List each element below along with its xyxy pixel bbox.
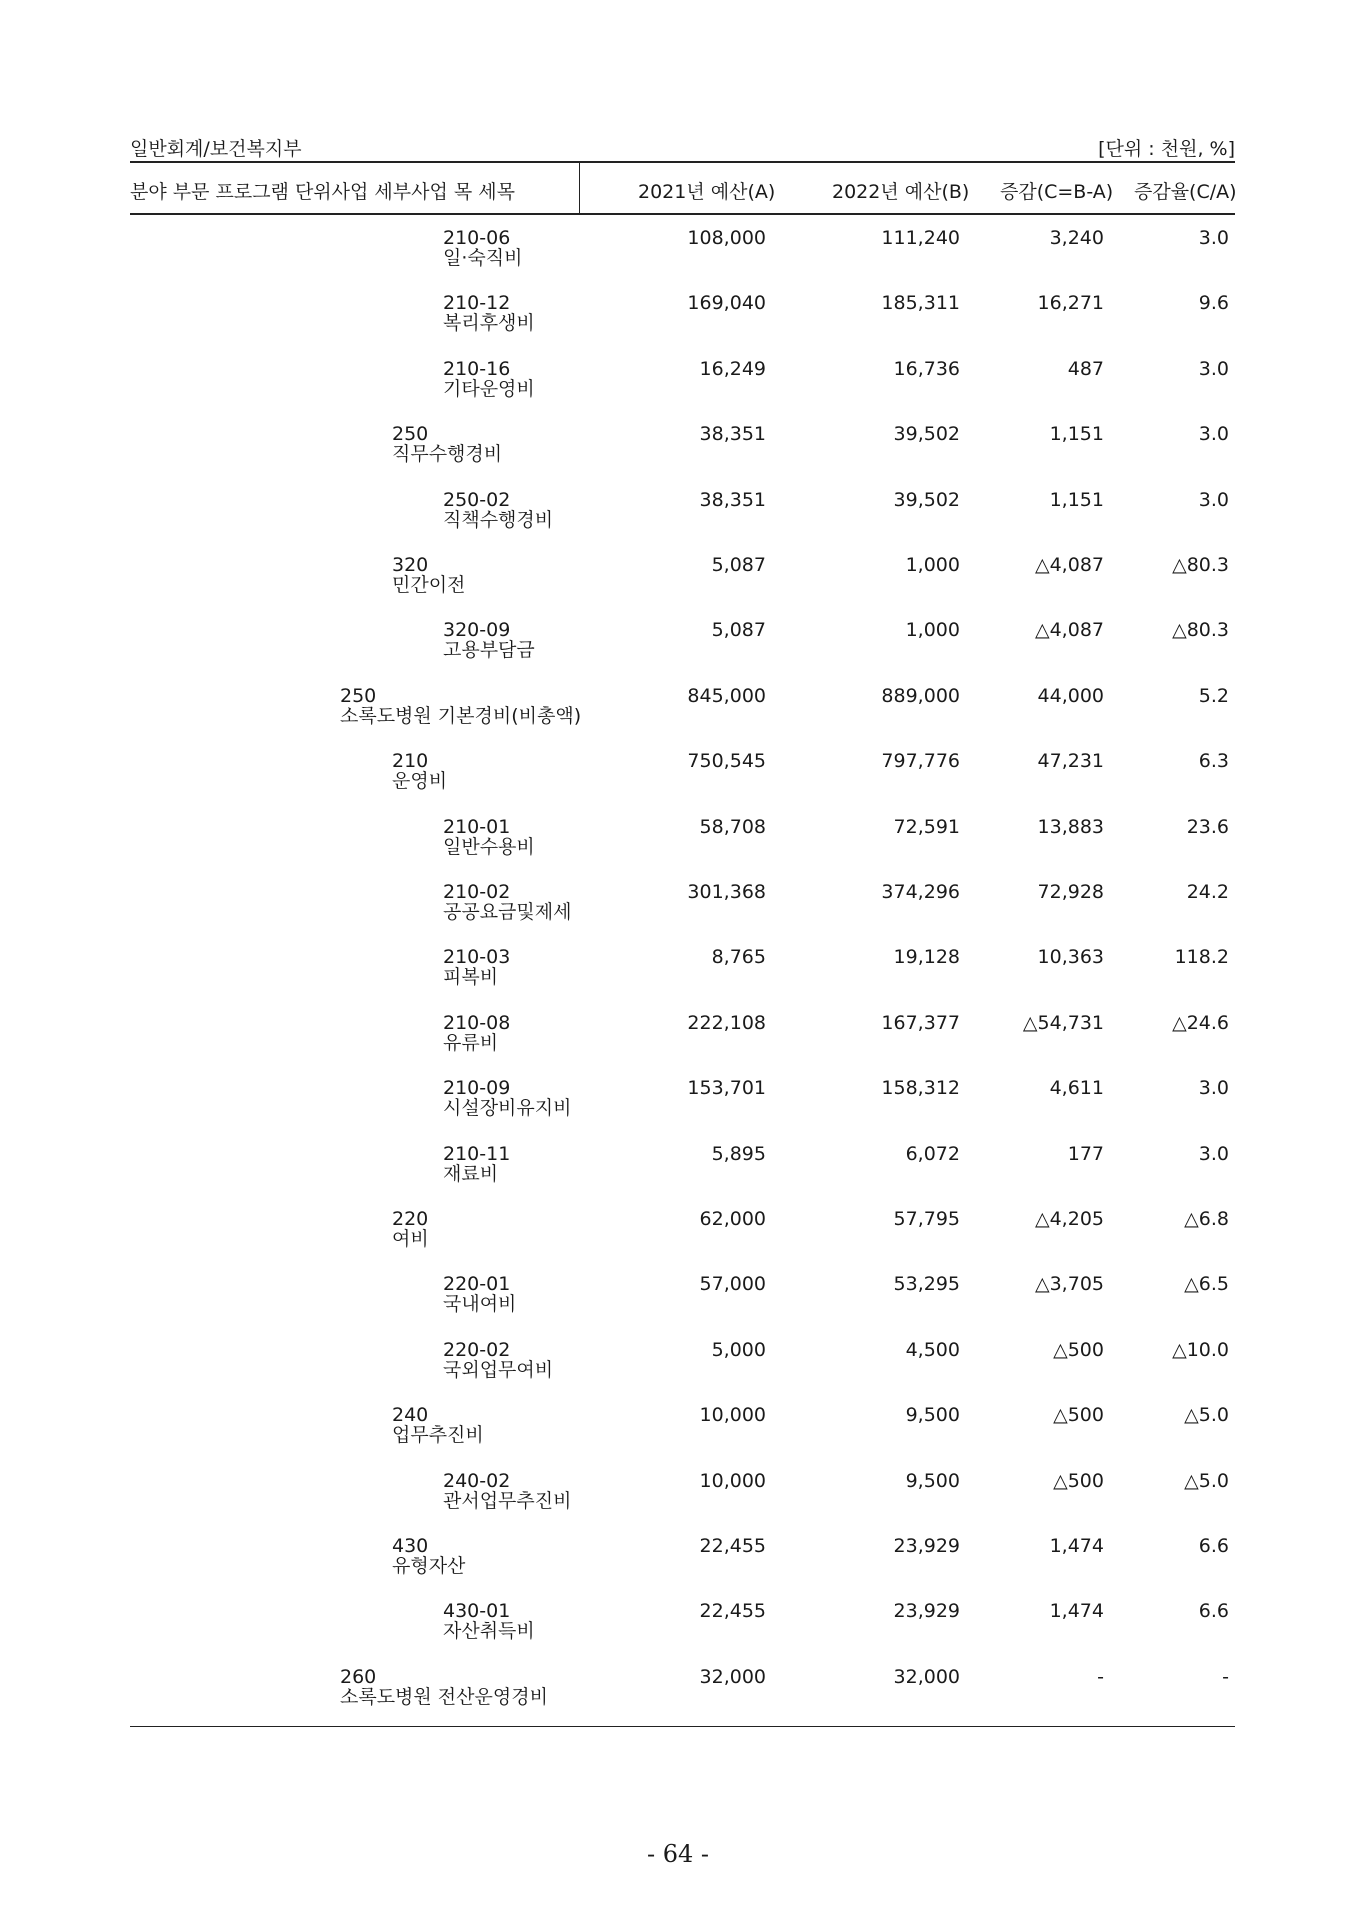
rate-cell: 118.2: [1174, 946, 1229, 969]
row-code: 240-02: [443, 1469, 511, 1492]
row-name: 피복비: [443, 966, 499, 989]
table-row: [0, 1535, 1356, 1599]
budget-2022-cell: 4,500: [905, 1338, 960, 1361]
row-name: 자산취득비: [443, 1620, 535, 1643]
header-rule: [130, 213, 1235, 215]
rate-cell: 3.0: [1198, 488, 1229, 511]
budget-2022-cell: 57,795: [893, 1208, 960, 1230]
rate-cell: -: [1222, 1665, 1229, 1688]
col-header-budget2021: 2021년 예산(A): [638, 181, 776, 203]
table-row: [0, 1404, 1356, 1468]
budget-2022-cell: 111,240: [881, 227, 960, 249]
rate-cell: 6.6: [1198, 1535, 1229, 1557]
rate-cell: 3.0: [1198, 423, 1229, 446]
table-row: [0, 1012, 1356, 1076]
change-cell: △500: [1053, 1404, 1104, 1427]
table-row: [0, 489, 1356, 553]
row-name: 업무추진비: [392, 1424, 484, 1447]
budget-2022-cell: 53,295: [893, 1273, 960, 1296]
row-name: 직무수행경비: [392, 443, 503, 466]
budget-2022-cell: 374,296: [881, 881, 960, 903]
budget-2021-cell: 38,351: [699, 423, 766, 446]
row-code: 210-03: [443, 946, 511, 969]
table-row: [0, 1143, 1356, 1207]
change-cell: △4,205: [1034, 1208, 1104, 1230]
budget-2021-cell: 169,040: [687, 292, 766, 315]
budget-2021-cell: 8,765: [711, 946, 766, 969]
row-name: 민간이전: [392, 574, 466, 596]
table-row: [0, 685, 1356, 749]
change-cell: △3,705: [1034, 1273, 1104, 1296]
rate-cell: 24.2: [1186, 881, 1229, 903]
budget-2021-cell: 22,455: [699, 1535, 766, 1557]
table-row: [0, 554, 1356, 618]
table-row: [0, 358, 1356, 422]
row-code: 250: [340, 684, 377, 707]
row-code: 240: [392, 1404, 429, 1427]
table-row: [0, 227, 1356, 291]
budget-2021-cell: 5,087: [711, 619, 766, 642]
budget-2021-cell: 22,455: [699, 1600, 766, 1623]
table-row: [0, 1339, 1356, 1403]
table-row: [0, 1208, 1356, 1272]
budget-2022-cell: 23,929: [893, 1535, 960, 1557]
row-code: 220-02: [443, 1338, 511, 1361]
budget-2021-cell: 750,545: [687, 750, 766, 773]
change-cell: 47,231: [1037, 750, 1104, 773]
budget-2022-cell: 39,502: [893, 423, 960, 446]
row-name: 일반수용비: [443, 835, 535, 858]
budget-2021-cell: 5,087: [711, 554, 766, 576]
unit-label: [단위 : 천원, %]: [1098, 138, 1235, 160]
rate-cell: 3.0: [1198, 227, 1229, 249]
table-row: [0, 1600, 1356, 1664]
row-name: 유류비: [443, 1031, 499, 1054]
budget-2022-cell: 16,736: [893, 357, 960, 380]
budget-2021-cell: 301,368: [687, 881, 766, 903]
table-row: [0, 946, 1356, 1010]
row-code: 210-08: [443, 1011, 511, 1034]
change-cell: △4,087: [1034, 619, 1104, 642]
row-name: 국외업무여비: [443, 1358, 554, 1381]
row-code: 320: [392, 554, 429, 576]
row-name: 일·숙직비: [443, 247, 523, 269]
table-row: [0, 1470, 1356, 1534]
rate-cell: △5.0: [1184, 1469, 1229, 1492]
rate-cell: 5.2: [1198, 684, 1229, 707]
bottom-rule: [130, 1726, 1235, 1727]
change-cell: △4,087: [1034, 554, 1104, 576]
budget-2021-cell: 5,895: [711, 1142, 766, 1165]
change-cell: 3,240: [1049, 227, 1104, 249]
budget-2021-cell: 845,000: [687, 684, 766, 707]
row-name: 재료비: [443, 1162, 499, 1185]
budget-2022-cell: 32,000: [893, 1665, 960, 1688]
column-divider: [579, 162, 580, 214]
change-cell: 1,151: [1049, 488, 1104, 511]
rate-cell: 6.3: [1198, 750, 1229, 773]
budget-2022-cell: 889,000: [881, 684, 960, 707]
table-row: [0, 1666, 1356, 1730]
budget-2021-cell: 62,000: [699, 1208, 766, 1230]
row-name: 공공요금및제세: [443, 901, 572, 923]
change-cell: 72,928: [1037, 881, 1104, 903]
top-rule: [130, 161, 1235, 163]
rate-cell: △10.0: [1172, 1338, 1229, 1361]
row-name: 시설장비유지비: [443, 1097, 572, 1120]
budget-2022-cell: 185,311: [881, 292, 960, 315]
row-code: 210-11: [443, 1142, 511, 1165]
row-code: 210-12: [443, 292, 511, 315]
budget-2022-cell: 797,776: [881, 750, 960, 773]
budget-2022-cell: 72,591: [893, 815, 960, 838]
row-code: 220: [392, 1208, 429, 1230]
budget-2022-cell: 1,000: [905, 554, 960, 576]
row-code: 250: [392, 423, 429, 446]
rate-cell: △6.8: [1184, 1208, 1229, 1230]
row-code: 430: [392, 1535, 429, 1557]
change-cell: 487: [1067, 357, 1104, 380]
budget-2022-cell: 19,128: [893, 946, 960, 969]
budget-2022-cell: 6,072: [905, 1142, 960, 1165]
table-row: [0, 423, 1356, 487]
budget-2022-cell: 9,500: [905, 1469, 960, 1492]
change-cell: △54,731: [1022, 1011, 1104, 1034]
change-cell: 4,611: [1049, 1077, 1104, 1100]
rate-cell: 23.6: [1186, 815, 1229, 838]
budget-2021-cell: 222,108: [687, 1011, 766, 1034]
budget-2022-cell: 167,377: [881, 1011, 960, 1034]
change-cell: 1,474: [1049, 1600, 1104, 1623]
budget-2021-cell: 108,000: [687, 227, 766, 249]
change-cell: △500: [1053, 1469, 1104, 1492]
rate-cell: △24.6: [1172, 1011, 1229, 1034]
row-name: 고용부담금: [443, 639, 535, 662]
row-name: 유형자산: [392, 1555, 466, 1577]
row-name: 직책수행경비: [443, 508, 554, 531]
budget-2021-cell: 57,000: [699, 1273, 766, 1296]
table-row: [0, 1273, 1356, 1337]
row-name: 국내여비: [443, 1293, 517, 1316]
budget-2021-cell: 16,249: [699, 357, 766, 380]
change-cell: △500: [1053, 1338, 1104, 1361]
row-name: 소록도병원 전산운영경비: [340, 1685, 548, 1708]
account-label: 일반회계/보건복지부: [130, 138, 302, 160]
change-cell: 10,363: [1037, 946, 1104, 969]
row-code: 220-01: [443, 1273, 511, 1296]
rate-cell: 6.6: [1198, 1600, 1229, 1623]
change-cell: 177: [1067, 1142, 1104, 1165]
table-row: [0, 619, 1356, 683]
rate-cell: △80.3: [1172, 554, 1229, 576]
row-name: 기타운영비: [443, 377, 535, 400]
row-name: 운영비: [392, 770, 448, 793]
table-row: [0, 1077, 1356, 1141]
row-name: 관서업무추진비: [443, 1489, 572, 1512]
change-cell: 44,000: [1037, 684, 1104, 707]
row-code: 260: [340, 1665, 377, 1688]
rate-cell: 3.0: [1198, 1142, 1229, 1165]
row-code: 210-09: [443, 1077, 511, 1100]
budget-2022-cell: 23,929: [893, 1600, 960, 1623]
page-number: - 64 -: [646, 1840, 709, 1868]
rate-cell: △6.5: [1184, 1273, 1229, 1296]
row-code: 210-16: [443, 357, 511, 380]
rate-cell: 3.0: [1198, 357, 1229, 380]
change-cell: 1,474: [1049, 1535, 1104, 1557]
budget-2022-cell: 39,502: [893, 488, 960, 511]
table-caption: [130, 130, 1235, 158]
col-header-category: 분야 부문 프로그램 단위사업 세부사업 목 세목: [130, 181, 515, 203]
budget-2021-cell: 32,000: [699, 1665, 766, 1688]
budget-2022-cell: 9,500: [905, 1404, 960, 1427]
col-header-change: 증감(C=B-A): [1000, 181, 1114, 203]
budget-2021-cell: 5,000: [711, 1338, 766, 1361]
change-cell: 16,271: [1037, 292, 1104, 315]
row-name: 여비: [392, 1228, 429, 1250]
rate-cell: 3.0: [1198, 1077, 1229, 1100]
change-cell: 13,883: [1037, 815, 1104, 838]
row-code: 250-02: [443, 488, 511, 511]
rate-cell: △5.0: [1184, 1404, 1229, 1427]
budget-2021-cell: 10,000: [699, 1404, 766, 1427]
row-code: 210-02: [443, 881, 511, 903]
budget-2021-cell: 58,708: [699, 815, 766, 838]
row-code: 210-01: [443, 815, 511, 838]
row-code: 210-06: [443, 227, 511, 249]
table-row: [0, 750, 1356, 814]
table-row: [0, 292, 1356, 356]
budget-2022-cell: 158,312: [881, 1077, 960, 1100]
col-header-rate: 증감율(C/A): [1134, 181, 1237, 203]
row-name: 복리후생비: [443, 312, 535, 335]
rate-cell: 9.6: [1198, 292, 1229, 315]
table-row: [0, 816, 1356, 880]
row-code: 210: [392, 750, 429, 773]
budget-2021-cell: 153,701: [687, 1077, 766, 1100]
table-row: [0, 881, 1356, 945]
change-cell: 1,151: [1049, 423, 1104, 446]
col-header-budget2022: 2022년 예산(B): [832, 181, 970, 203]
row-code: 320-09: [443, 619, 511, 642]
budget-2021-cell: 38,351: [699, 488, 766, 511]
row-name: 소록도병원 기본경비(비총액): [340, 704, 582, 727]
budget-2022-cell: 1,000: [905, 619, 960, 642]
budget-2021-cell: 10,000: [699, 1469, 766, 1492]
change-cell: -: [1097, 1665, 1104, 1688]
rate-cell: △80.3: [1172, 619, 1229, 642]
row-code: 430-01: [443, 1600, 511, 1623]
